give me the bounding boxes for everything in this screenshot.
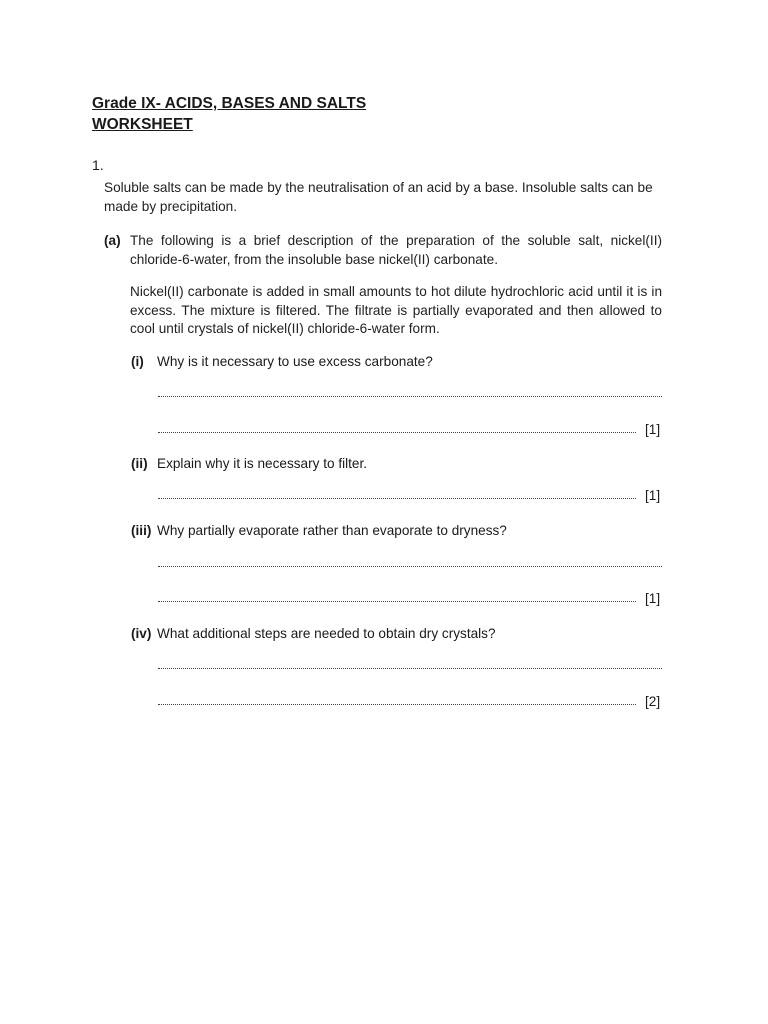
answer-line[interactable] — [158, 564, 662, 567]
answer-line[interactable] — [158, 496, 636, 499]
answer-line[interactable] — [158, 394, 662, 397]
subpart-i-mark: [1] — [645, 422, 661, 437]
worksheet-title: Grade IX- ACIDS, BASES AND SALTS — [92, 95, 367, 112]
subpart-i-question: Why is it necessary to use excess carbonate? — [157, 354, 433, 369]
subpart-iv-label: (iv) — [131, 626, 152, 641]
answer-line[interactable] — [158, 666, 662, 669]
question-intro: Soluble salts can be made by the neutralisation of an acid by a base. Insoluble salts can be made by precipitation. — [104, 180, 653, 214]
part-a-procedure: Nickel(II) carbonate is added in small amounts to hot dilute hydrochloric acid until it is in excess. The mixture is filtered. The filtrate is partially evaporated and then allowed to cool until crystals of nickel(II) chloride-6-water form. — [130, 284, 662, 336]
subpart-ii-label: (ii) — [131, 456, 148, 471]
worksheet-subtitle: WORKSHEET — [92, 116, 193, 133]
subpart-ii-mark: [1] — [645, 488, 661, 503]
subpart-i-label: (i) — [131, 354, 144, 369]
subpart-iii-question: Why partially evaporate rather than evaporate to dryness? — [157, 523, 507, 538]
answer-line[interactable] — [158, 702, 636, 705]
subpart-iv-question: What additional steps are needed to obtain dry crystals? — [157, 626, 496, 641]
part-a-description: The following is a brief description of the preparation of the soluble salt, nickel(II) chloride-6-water, from the insoluble base nickel(II) carbonate. — [130, 233, 662, 267]
subpart-iv-mark: [2] — [645, 694, 661, 709]
answer-line[interactable] — [158, 430, 636, 433]
part-a-label: (a) — [104, 233, 121, 248]
subpart-iii-label: (iii) — [131, 523, 152, 538]
subpart-iii-mark: [1] — [645, 591, 661, 606]
question-number: 1. — [92, 157, 104, 173]
answer-line[interactable] — [158, 599, 636, 602]
subpart-ii-question: Explain why it is necessary to filter. — [157, 456, 368, 471]
